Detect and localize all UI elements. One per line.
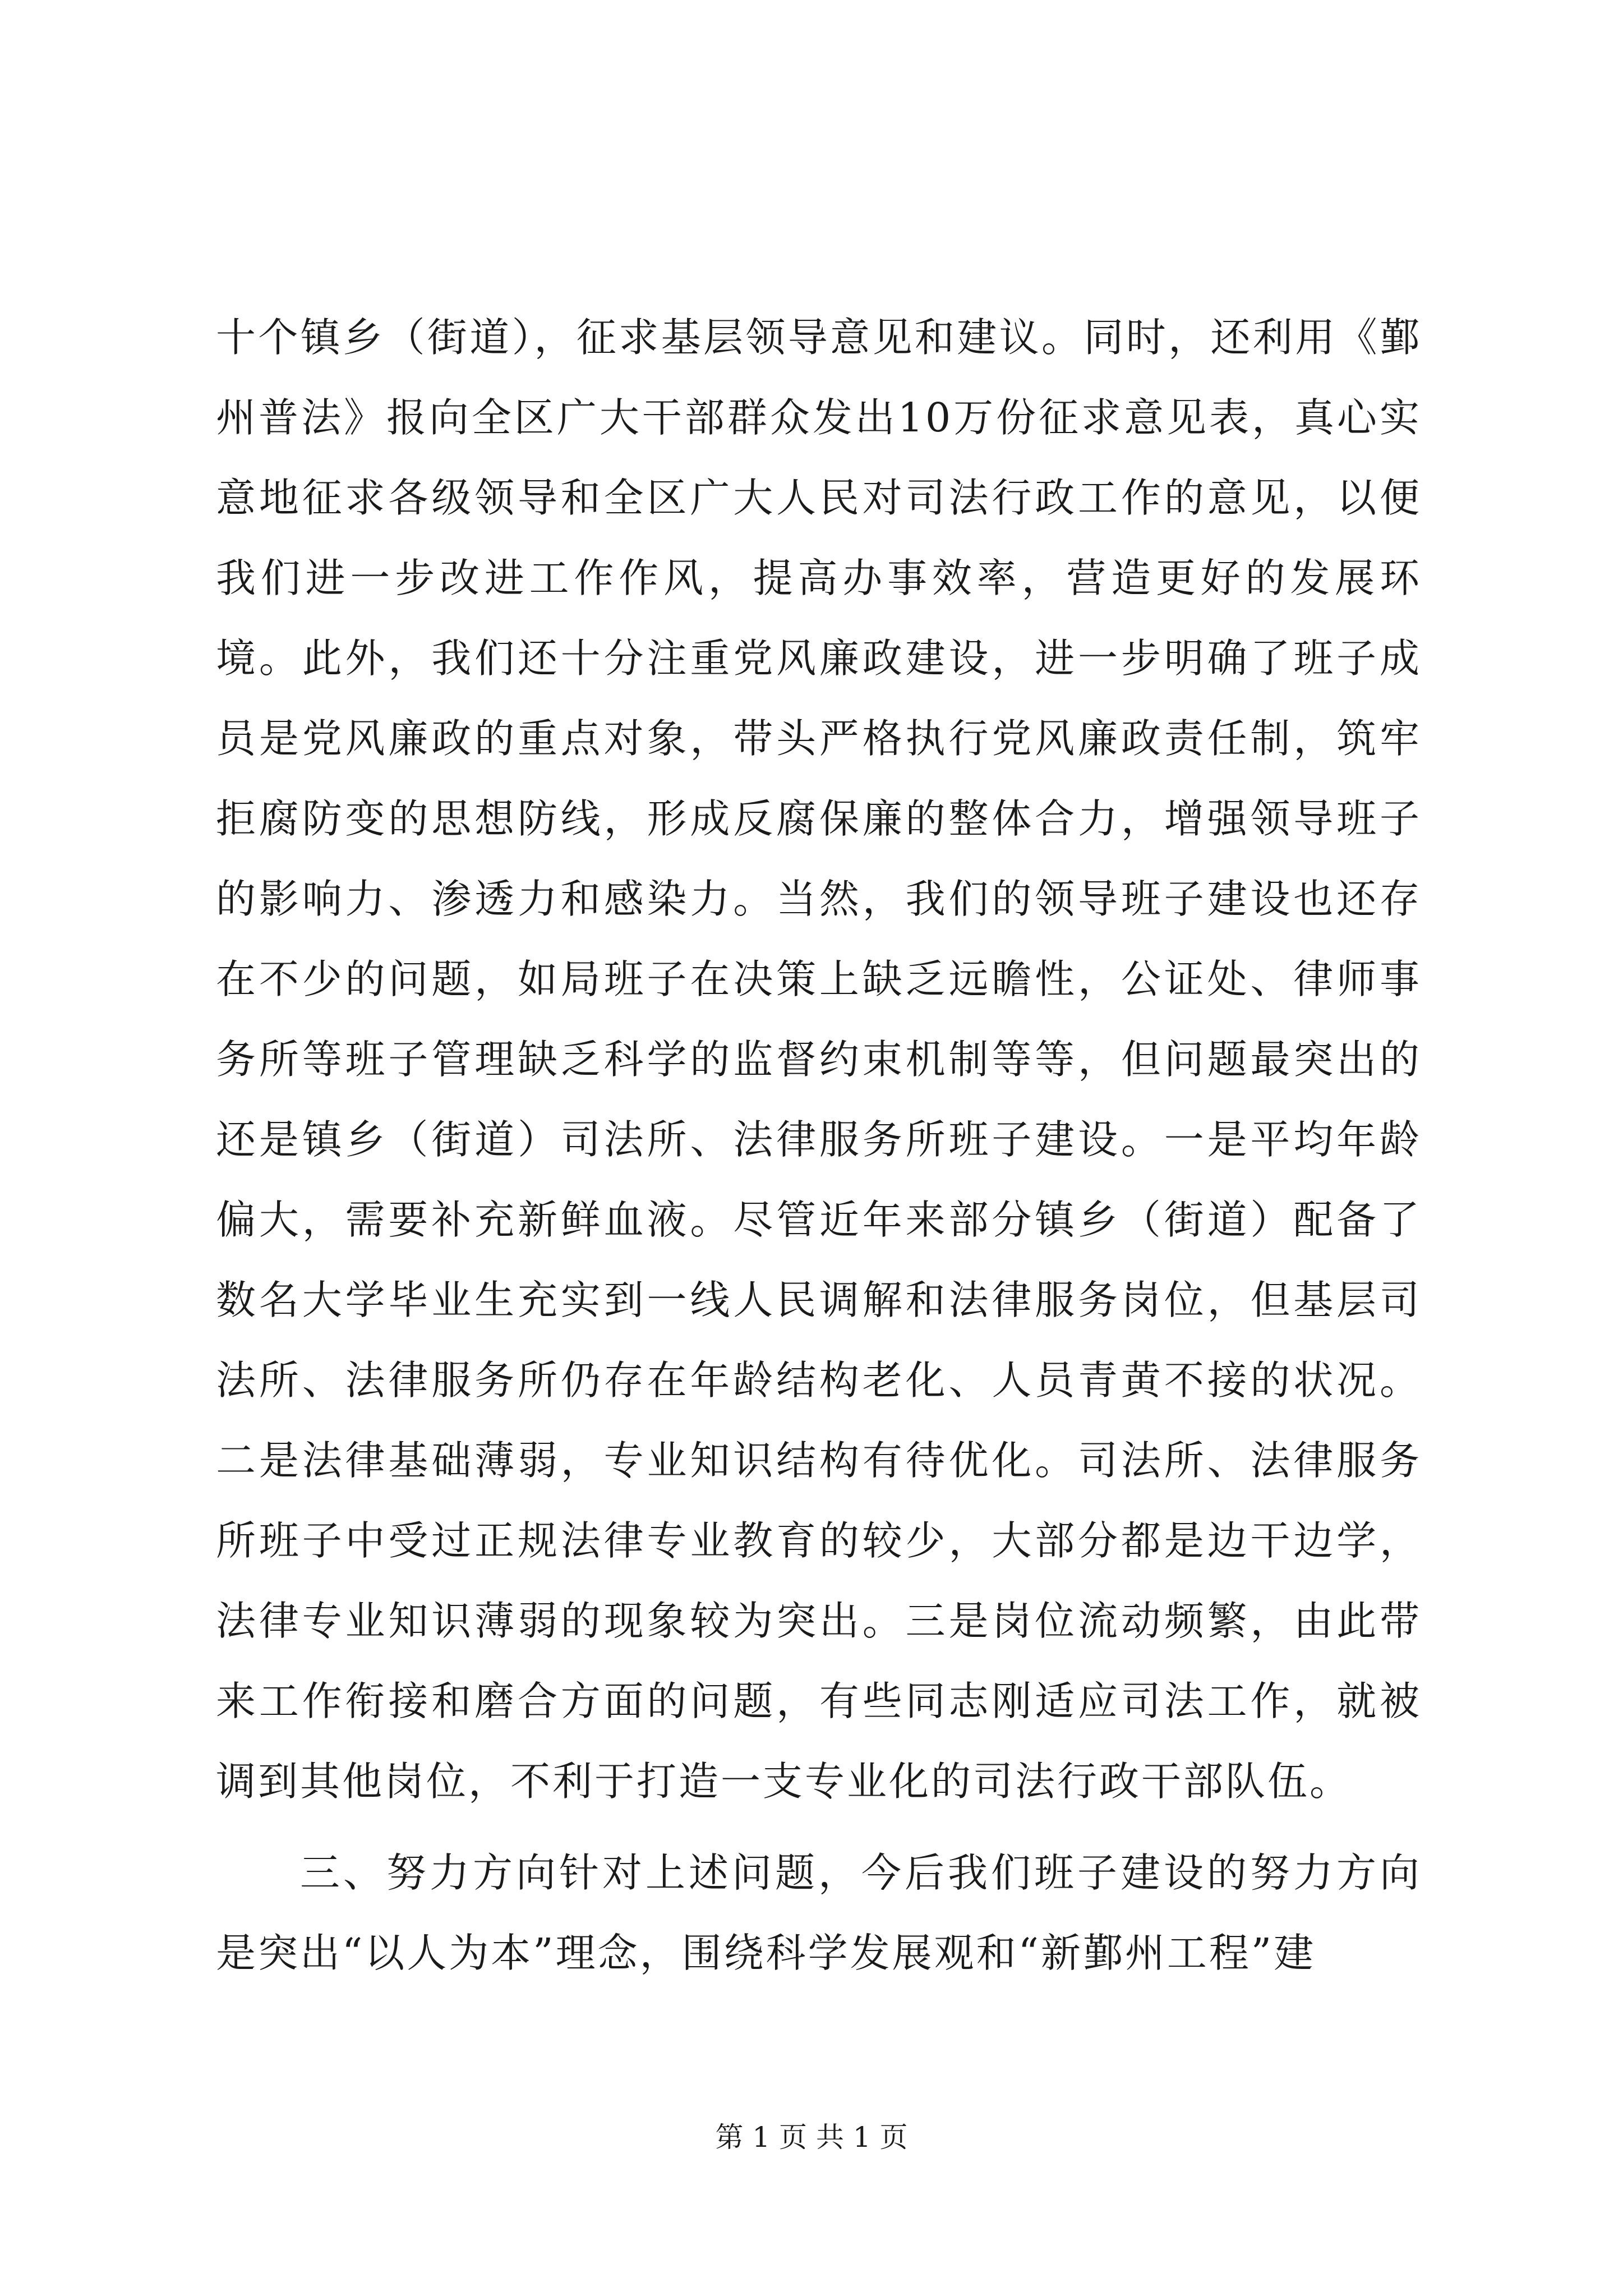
paragraph-continuation: 十个镇乡（街道），征求基层领导意见和建议。同时，还利用《鄞州普法》报向全区广大干部群众发出10万份征求意见表，真心实意地征求各级领导和全区广大人民对司法行政工作的意见，以便我们进一步改进工作作风，提高办事效率，营造更好的发展环境。此外，我们还十分注重党风廉政建设，进一步明确了班子成员是党风廉政的重点对象，带头严格执行党风廉政责任制，筑牢拒腐防变的思想防线，形成反腐保廉的整体合力，增强领导班子的影响力、渗透力和感染力。当然，我们的领导班子建设也还存在不少的问题，如局班子在决策上缺乏远瞻性，公证处、律师事务所等班子管理缺乏科学的监督约束机制等等，但问题最突出的还是镇乡（街道）司法所、法律服务所班子建设。一是平均年龄偏大，需要补充新鲜血液。尽管近年来部分镇乡（街道）配备了数名大学毕业生充实到一线人民调解和法律服务岗位，但基层司法所、法律服务所仍存在年龄结构老化、人员青黄不接的状况。二是法律基础薄弱，专业知识结构有待优化。司法所、法律服务所班子中受过正规法律专业教育的较少，大部分都是边干边学，法律专业知识薄弱的现象较为突出。三是岗位流动频繁，由此带来工作衔接和磨合方面的问题，有些同志刚适应司法工作，就被调到其他岗位，不利于打造一支专业化的司法行政干部队伍。 [216,314,1422,1805]
paragraph-section-three: 三、努力方向针对上述问题，今后我们班子建设的努力方向是突出“以人为本”理念，围绕科学发展观和“新鄞州工程”建 [216,1849,1422,1976]
page-footer: 第 1 页 共 1 页 [715,2121,908,2154]
document-body [216,297,1422,1993]
